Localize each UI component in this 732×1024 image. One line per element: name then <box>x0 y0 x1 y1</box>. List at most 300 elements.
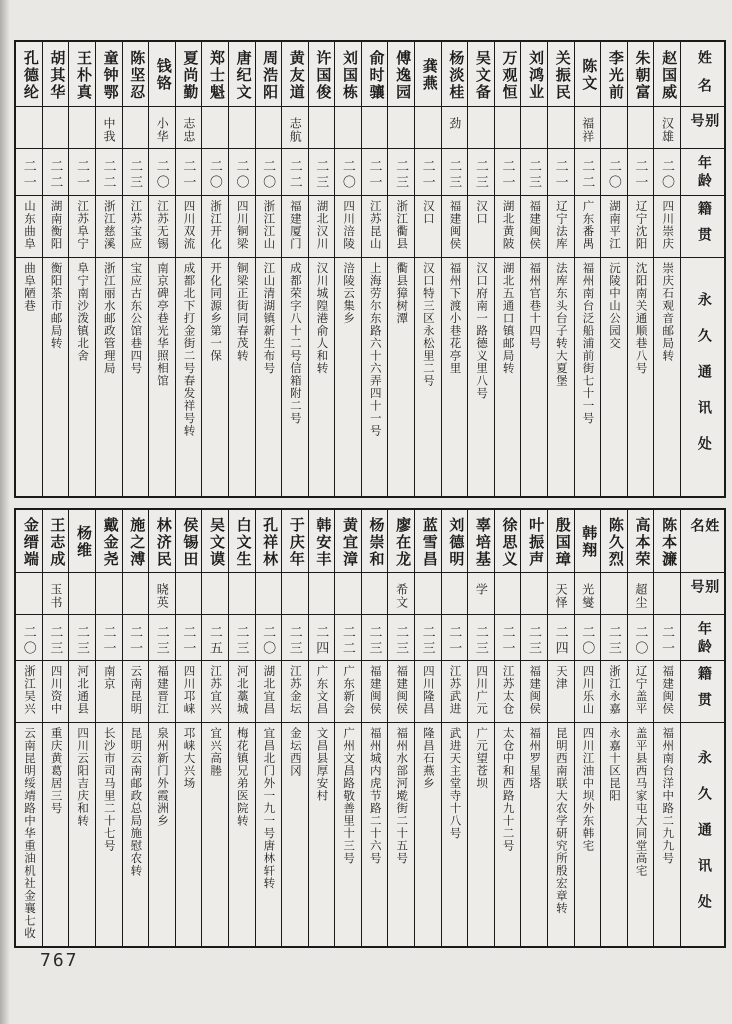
person-native-place: 广东文昌 <box>309 660 335 722</box>
entry-column <box>467 42 494 496</box>
person-alias <box>654 572 680 614</box>
person-address: 上海劳尔东路六十六弄四十一号 <box>362 257 388 496</box>
person-native-place: 江苏宜兴 <box>202 660 228 722</box>
person-age: 二三 <box>521 148 547 195</box>
person-native-place: 广东新会 <box>335 660 361 722</box>
header-name: 姓名 <box>695 50 711 106</box>
person-address: 福州下渡小巷花亭里 <box>442 257 468 496</box>
person-age: 二〇 <box>575 614 601 660</box>
person-address: 衡阳茶市邮局转 <box>43 257 69 496</box>
person-address: 文昌县厚安村 <box>309 722 335 946</box>
person-name: 刘德明 <box>447 516 464 568</box>
person-native-place: 四川邛崃 <box>176 660 202 722</box>
person-age: 二三 <box>388 614 414 660</box>
person-age: 二〇 <box>256 148 282 195</box>
person-alias <box>335 572 361 614</box>
person-age: 二〇 <box>202 148 228 195</box>
entry-column <box>494 42 521 496</box>
person-name: 郑士魁 <box>207 49 224 101</box>
person-age: 二二 <box>96 148 122 195</box>
person-native-place: 福建闽侯 <box>388 660 414 722</box>
entry-column <box>122 42 149 496</box>
person-address: 梅花镇兄弟医院转 <box>229 722 255 946</box>
person-native-place: 南京 <box>96 660 122 722</box>
person-name: 白文生 <box>234 516 251 568</box>
entry-column <box>387 510 414 946</box>
person-name: 唐纪文 <box>234 49 251 101</box>
person-address: 浙江丽水邮政管理局 <box>96 257 122 496</box>
person-name: 孔祥林 <box>261 516 278 568</box>
person-native-place: 四川铜梁 <box>229 195 255 257</box>
person-age: 二四 <box>548 614 574 660</box>
person-age: 二五 <box>202 614 228 660</box>
header-native-place: 籍贯 <box>681 660 724 722</box>
person-age: 二三 <box>123 148 149 195</box>
person-native-place: 辽宁盖平 <box>628 660 654 722</box>
entry-column <box>494 510 521 946</box>
person-name: 俞时骧 <box>367 49 384 101</box>
person-native-place: 湖南衡阳 <box>43 195 69 257</box>
header-alias: 别号 <box>681 106 724 148</box>
person-name: 侯锡田 <box>181 516 198 568</box>
person-name: 朱朝富 <box>633 49 650 101</box>
person-address: 福州水部河墘街二十五号 <box>388 722 414 946</box>
person-native-place: 福建闽侯 <box>362 660 388 722</box>
entry-column <box>653 42 680 496</box>
person-address: 成都荣字八十二号信箱附二号 <box>282 257 308 496</box>
entry-column <box>228 510 255 946</box>
person-age: 二三 <box>229 614 255 660</box>
directory-table-bottom <box>14 508 726 948</box>
person-age: 二一 <box>16 148 42 195</box>
person-name: 叶振声 <box>527 516 544 568</box>
person-alias <box>521 572 547 614</box>
person-native-place: 江苏武进 <box>442 660 468 722</box>
person-name: 王志成 <box>48 516 65 568</box>
person-alias <box>309 106 335 148</box>
person-name: 刘鸿业 <box>527 49 544 101</box>
person-alias: 劲 <box>442 106 468 148</box>
person-name: 胡其华 <box>48 49 65 101</box>
entry-column <box>122 510 149 946</box>
person-native-place: 浙江开化 <box>202 195 228 257</box>
person-address: 宜兴高塍 <box>202 722 228 946</box>
person-address: 汉口特三区永松里二号 <box>415 257 441 496</box>
person-alias <box>601 106 627 148</box>
person-native-place: 福建闽侯 <box>521 660 547 722</box>
person-age: 二〇 <box>335 148 361 195</box>
person-age: 二〇 <box>229 148 255 195</box>
person-name: 韩安丰 <box>314 516 331 568</box>
person-alias <box>442 572 468 614</box>
person-name: 徐思义 <box>500 516 517 568</box>
entry-column <box>600 510 627 946</box>
entry-column <box>201 42 228 496</box>
person-alias <box>229 106 255 148</box>
person-native-place: 河北通县 <box>69 660 95 722</box>
person-age: 二三 <box>362 614 388 660</box>
person-age: 二三 <box>309 148 335 195</box>
person-age: 二一 <box>442 614 468 660</box>
person-name: 杨崇和 <box>367 516 384 568</box>
person-address: 盖平县西马家屯大同堂高宅 <box>628 722 654 946</box>
person-name: 陈久烈 <box>606 516 623 568</box>
page-number: 767 <box>40 950 79 971</box>
person-name: 陈坚忍 <box>128 49 145 101</box>
person-address: 汉口府南一路德义里八号 <box>468 257 494 496</box>
entry-column <box>95 510 122 946</box>
person-age: 二〇 <box>256 614 282 660</box>
person-alias <box>176 572 202 614</box>
person-alias: 天怿 <box>548 572 574 614</box>
person-address: 衢县獐树潭 <box>388 257 414 496</box>
person-native-place: 四川广元 <box>468 660 494 722</box>
person-address: 金坛西冈 <box>282 722 308 946</box>
person-alias: 希文 <box>388 572 414 614</box>
header-name: 姓名 <box>688 518 719 546</box>
person-name: 于庆年 <box>287 516 304 568</box>
person-native-place: 山东曲阜 <box>16 195 42 257</box>
entry-column <box>653 510 680 946</box>
header-native-place: 籍贯 <box>681 195 724 257</box>
person-age: 二四 <box>309 614 335 660</box>
person-age: 二一 <box>495 614 521 660</box>
entry-column <box>441 42 468 496</box>
header-column <box>680 510 724 946</box>
person-alias <box>388 106 414 148</box>
person-address: 涪陵云集乡 <box>335 257 361 496</box>
person-name: 金缙端 <box>21 516 38 568</box>
person-address: 四川江油中坝外东韩宅 <box>575 722 601 946</box>
person-address: 湖北五通口镇邮局转 <box>495 257 521 496</box>
person-alias: 汉雄 <box>654 106 680 148</box>
person-native-place: 云南昆明 <box>123 660 149 722</box>
person-name: 黄友道 <box>287 49 304 101</box>
person-name: 许国俊 <box>314 49 331 101</box>
person-address: 重庆黄葛居三号 <box>43 722 69 946</box>
person-alias <box>309 572 335 614</box>
person-age: 二三 <box>69 614 95 660</box>
entry-column <box>574 510 601 946</box>
person-age: 二三 <box>415 614 441 660</box>
entry-column <box>175 42 202 496</box>
person-age: 二〇 <box>16 614 42 660</box>
person-age: 二一 <box>176 614 202 660</box>
person-native-place: 湖南平江 <box>601 195 627 257</box>
entry-column <box>600 42 627 496</box>
entry-column <box>334 42 361 496</box>
person-alias <box>123 572 149 614</box>
header-permanent-address: 永久通讯处 <box>681 722 724 946</box>
entry-column <box>281 510 308 946</box>
person-native-place: 福建闽侯 <box>521 195 547 257</box>
person-address: 曲阜陋巷 <box>16 257 42 496</box>
person-alias <box>335 106 361 148</box>
person-alias <box>495 106 521 148</box>
person-native-place: 浙江衢县 <box>388 195 414 257</box>
person-native-place: 汉口 <box>415 195 441 257</box>
person-alias: 福祥 <box>575 106 601 148</box>
person-alias: 志忠 <box>176 106 202 148</box>
person-native-place: 四川涪陵 <box>335 195 361 257</box>
person-address: 福州官巷十四号 <box>521 257 547 496</box>
person-age: 二二 <box>575 148 601 195</box>
person-native-place: 江苏宝应 <box>123 195 149 257</box>
person-native-place: 天津 <box>548 660 574 722</box>
person-name: 韩翔 <box>580 525 597 559</box>
person-name: 孔德纶 <box>21 49 38 101</box>
person-address: 开化同源乡第一保 <box>202 257 228 496</box>
person-alias <box>202 572 228 614</box>
person-age: 二一 <box>123 614 149 660</box>
person-age: 二三 <box>442 148 468 195</box>
person-native-place: 江苏昆山 <box>362 195 388 257</box>
entry-column <box>16 510 42 946</box>
person-native-place: 河北藁城 <box>229 660 255 722</box>
person-name: 万观恒 <box>500 49 517 101</box>
person-name: 吴文备 <box>473 49 490 101</box>
person-age: 二〇 <box>601 148 627 195</box>
person-alias: 光燮 <box>575 572 601 614</box>
person-alias <box>16 572 42 614</box>
person-age: 二三 <box>388 148 414 195</box>
person-native-place: 四川隆昌 <box>415 660 441 722</box>
person-address: 宝应古东公馆巷四号 <box>123 257 149 496</box>
person-age: 二一 <box>628 148 654 195</box>
person-name: 高本荣 <box>633 516 650 568</box>
entry-column <box>361 42 388 496</box>
person-native-place: 浙江江山 <box>256 195 282 257</box>
person-alias: 超尘 <box>628 572 654 614</box>
person-alias <box>256 106 282 148</box>
person-age: 二一 <box>176 148 202 195</box>
person-native-place: 湖北宜昌 <box>256 660 282 722</box>
person-alias: 学 <box>468 572 494 614</box>
person-address: 福州南台洋中路二九九号 <box>654 722 680 946</box>
entry-column <box>148 510 175 946</box>
person-alias <box>96 572 122 614</box>
person-name: 夏尚勤 <box>181 49 198 101</box>
person-native-place: 福建闽侯 <box>654 660 680 722</box>
person-age: 二三 <box>149 614 175 660</box>
person-native-place: 江苏金坛 <box>282 660 308 722</box>
person-age: 二〇 <box>628 614 654 660</box>
person-native-place: 辽宁法库 <box>548 195 574 257</box>
person-alias: 志航 <box>282 106 308 148</box>
header-alias: 别号 <box>681 572 724 614</box>
person-alias: 晓英 <box>149 572 175 614</box>
person-address: 沅陵中山公园交 <box>601 257 627 496</box>
header-age: 年龄 <box>681 148 724 195</box>
person-age: 二一 <box>362 148 388 195</box>
person-alias <box>548 106 574 148</box>
person-native-place: 湖北黄陂 <box>495 195 521 257</box>
person-age: 二二 <box>43 148 69 195</box>
person-native-place: 广东番禺 <box>575 195 601 257</box>
person-name: 龚燕 <box>420 58 437 92</box>
person-alias <box>415 572 441 614</box>
person-name: 杨淡桂 <box>447 49 464 101</box>
entry-column <box>175 510 202 946</box>
person-name: 王朴真 <box>75 49 92 101</box>
person-address: 江山清湖镇新生布号 <box>256 257 282 496</box>
person-native-place: 浙江永嘉 <box>601 660 627 722</box>
person-address: 汉川城隍港俞人和转 <box>309 257 335 496</box>
person-native-place: 汉口 <box>468 195 494 257</box>
person-alias <box>601 572 627 614</box>
entry-column <box>627 510 654 946</box>
person-native-place: 福建闽侯 <box>442 195 468 257</box>
person-address: 崇庆石观音邮局转 <box>654 257 680 496</box>
person-alias <box>282 572 308 614</box>
person-address: 长沙市司马里二十七号 <box>96 722 122 946</box>
person-alias <box>69 106 95 148</box>
person-age: 二一 <box>415 148 441 195</box>
entry-column <box>148 42 175 496</box>
person-age: 二二 <box>335 614 361 660</box>
person-address: 永嘉十区昆阳 <box>601 722 627 946</box>
entry-column <box>361 510 388 946</box>
person-native-place: 浙江慈溪 <box>96 195 122 257</box>
person-alias <box>43 106 69 148</box>
entry-column <box>547 42 574 496</box>
person-address: 成都北下打金街二号春发祥号转 <box>176 257 202 496</box>
entry-column <box>414 42 441 496</box>
person-address: 福州罗星塔 <box>521 722 547 946</box>
person-alias <box>16 106 42 148</box>
person-address: 宜昌北门外一九一号唐林轩转 <box>256 722 282 946</box>
entry-column <box>520 510 547 946</box>
person-name: 赵国威 <box>660 49 677 101</box>
person-address: 昆明云南邮政总局施慰农转 <box>123 722 149 946</box>
person-address: 铜梁正街同春茂转 <box>229 257 255 496</box>
person-native-place: 福建厦门 <box>282 195 308 257</box>
person-native-place: 湖北汉川 <box>309 195 335 257</box>
entry-column <box>627 42 654 496</box>
person-address: 武进天主堂寺十八号 <box>442 722 468 946</box>
entry-column <box>95 42 122 496</box>
person-alias <box>362 106 388 148</box>
person-name: 黄宜漳 <box>340 516 357 568</box>
person-name: 戴金尧 <box>101 516 118 568</box>
person-name: 辜培基 <box>473 516 490 568</box>
person-native-place: 江苏太仓 <box>495 660 521 722</box>
person-name: 李光前 <box>606 49 623 101</box>
person-address: 隆昌石燕乡 <box>415 722 441 946</box>
person-native-place: 江苏无锡 <box>149 195 175 257</box>
person-name: 施之溥 <box>128 516 145 568</box>
person-address: 法库东头台子转大夏堡 <box>548 257 574 496</box>
person-age: 二一 <box>548 148 574 195</box>
entry-column <box>16 42 42 496</box>
person-name: 蓝雪昌 <box>420 516 437 568</box>
entry-column <box>228 42 255 496</box>
entry-column <box>387 42 414 496</box>
entry-column <box>414 510 441 946</box>
person-alias <box>468 106 494 148</box>
person-native-place: 辽宁沈阳 <box>628 195 654 257</box>
person-native-place: 四川双流 <box>176 195 202 257</box>
person-age: 二三 <box>521 614 547 660</box>
person-address: 泉州新门外霞洲乡 <box>149 722 175 946</box>
person-age: 二二 <box>282 148 308 195</box>
person-name: 童钟鄂 <box>101 49 118 101</box>
person-address: 阜宁南沙泼镇北舍 <box>69 257 95 496</box>
entry-column <box>255 510 282 946</box>
person-address: 云南昆明绥靖路中华重油机社金襄七收 <box>16 722 42 946</box>
person-age: 二一 <box>96 614 122 660</box>
entry-column <box>334 510 361 946</box>
person-alias: 玉书 <box>43 572 69 614</box>
entry-column <box>520 42 547 496</box>
entry-column <box>441 510 468 946</box>
entry-column <box>308 42 335 496</box>
person-alias <box>628 106 654 148</box>
person-age: 二三 <box>43 614 69 660</box>
person-alias <box>521 106 547 148</box>
entry-column <box>201 510 228 946</box>
person-alias <box>69 572 95 614</box>
person-address: 昆明西南联大农学研究所殷宏章转 <box>548 722 574 946</box>
person-address: 太仓中和西路九十二号 <box>495 722 521 946</box>
person-age: 二三 <box>282 614 308 660</box>
directory-table-top <box>14 40 726 498</box>
person-address: 广州文昌路敬善里十三号 <box>335 722 361 946</box>
person-name: 刘国栋 <box>340 49 357 101</box>
entry-column <box>308 510 335 946</box>
entry-column <box>467 510 494 946</box>
entry-column <box>281 42 308 496</box>
entry-column <box>42 42 69 496</box>
person-alias <box>362 572 388 614</box>
person-name: 廖在龙 <box>394 516 411 568</box>
person-age: 二〇 <box>654 148 680 195</box>
entry-column <box>574 42 601 496</box>
entry-column <box>255 42 282 496</box>
person-address: 福州南台泛船浦前街七十一号 <box>575 257 601 496</box>
person-age: 二一 <box>495 148 521 195</box>
person-native-place: 四川乐山 <box>575 660 601 722</box>
person-name: 钱铬 <box>154 58 171 92</box>
person-alias: 中我 <box>96 106 122 148</box>
person-name: 殷国璋 <box>553 516 570 568</box>
person-name: 周浩阳 <box>261 49 278 101</box>
person-name: 关振民 <box>553 49 570 101</box>
person-address: 南京碑亭巷光华照相馆 <box>149 257 175 496</box>
person-name: 陈本濂 <box>660 516 677 568</box>
person-age: 二三 <box>468 614 494 660</box>
person-address: 沈阳南关通顺巷八号 <box>628 257 654 496</box>
entry-column <box>68 510 95 946</box>
header-column <box>680 42 724 496</box>
person-name: 林济民 <box>154 516 171 568</box>
entry-column <box>42 510 69 946</box>
person-name: 陈文 <box>580 58 597 92</box>
person-alias <box>202 106 228 148</box>
person-native-place: 浙江吴兴 <box>16 660 42 722</box>
person-address: 福州城内虎节路二十六号 <box>362 722 388 946</box>
person-native-place: 福建晋江 <box>149 660 175 722</box>
person-alias: 小华 <box>149 106 175 148</box>
person-address: 邛崃大兴场 <box>176 722 202 946</box>
person-alias <box>415 106 441 148</box>
person-alias <box>256 572 282 614</box>
person-name: 吴文谟 <box>207 516 224 568</box>
person-native-place: 江苏阜宁 <box>69 195 95 257</box>
person-address: 广元望苍坝 <box>468 722 494 946</box>
person-alias <box>229 572 255 614</box>
person-native-place: 四川资中 <box>43 660 69 722</box>
